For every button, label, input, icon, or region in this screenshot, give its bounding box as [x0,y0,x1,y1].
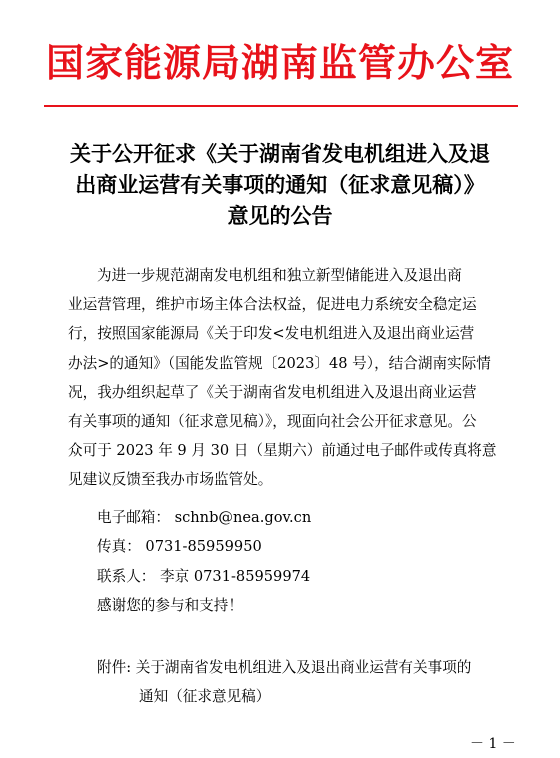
title-line: 关于公开征求《关于湖南省发电机组进入及退 [70,141,490,166]
contact-email: 电子邮箱： schnb@nea.gov.cn [97,509,312,526]
body-line: 为进一步规范湖南发电机组和独立新型储能进入及退出商 [97,267,462,284]
body-line: 业运营管理，维护市场主体合法权益，促进电力系统安全稳定运 [68,296,477,314]
body-paragraph [68,261,508,495]
header-divider [44,105,518,107]
attachment-line: 附件: 关于湖南省发电机组进入及退出商业运营有关事项的 [97,659,472,676]
title-line: 出商业运营有关事项的通知（征求意见稿）》 [75,172,485,197]
body-line: 况，我办组织起草了《关于湖南省发电机组进入及退出商业运营 [68,383,477,401]
title-line: 意见的公告 [227,203,333,228]
contact-person: 联系人： 李京 0731-85959974 [97,568,311,585]
body-line: 众可于 2023 年 9 月 30 日（星期六）前通过电子邮件或传真将意 [68,442,497,460]
thanks-note: 感谢您的参与和支持！ [97,597,243,614]
contact-fax: 传真： 0731-85959950 [97,538,262,555]
document-title [60,138,500,231]
body-line: 见建议反馈至我办市场监管处。 [68,471,273,489]
attachment-note [97,653,471,711]
attachment-line: 通知（征求意见稿） [139,688,271,705]
body-line: 办法>的通知》（国能发监管规〔2023〕48 号），结合湖南实际情 [68,354,491,372]
body-line: 有关事项的通知（征求意见稿）》，现面向社会公开征求意见。公 [68,413,477,431]
body-line: 行，按照国家能源局《关于印发<发电机组进入及退出商业运营 [68,325,475,343]
page-number: － 1 － [470,736,516,752]
org-header: 国家能源局湖南监管办公室 [45,41,514,85]
